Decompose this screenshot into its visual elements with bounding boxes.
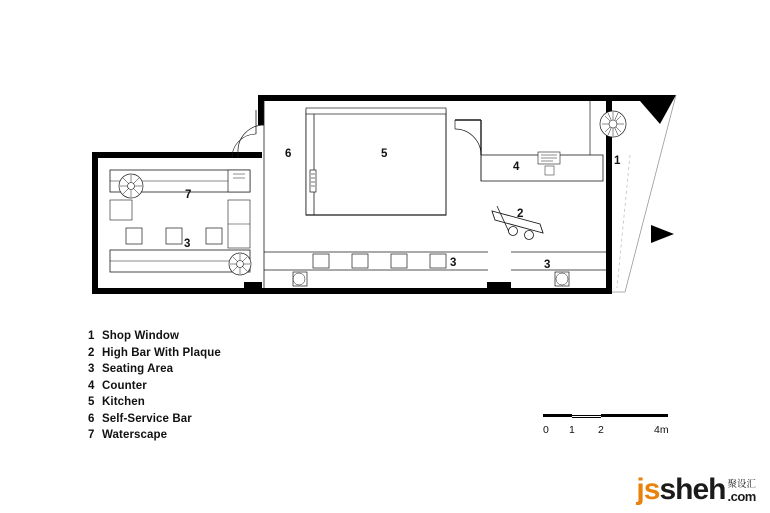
plan-number-7: 7 — [185, 189, 192, 201]
watermark-com: .com — [727, 489, 756, 504]
legend-number: 5 — [88, 396, 95, 408]
legend-number: 2 — [88, 346, 95, 359]
legend-number: 1 — [88, 330, 95, 342]
legend-number: 7 — [88, 429, 95, 441]
legend-label: High Bar With Plaque — [102, 346, 221, 359]
scale-segment-1-2 — [572, 415, 601, 418]
plan-number-3-right: 3 — [544, 259, 551, 271]
watermark-right — [727, 479, 756, 504]
legend-number: 6 — [88, 412, 95, 425]
legend-item-5 — [88, 394, 348, 411]
scale-label-2: 2 — [598, 424, 604, 436]
scale-label-4m: 4m — [654, 424, 669, 436]
direction-arrow — [651, 225, 674, 243]
scale-bar — [543, 412, 668, 438]
legend-number: 4 — [88, 379, 95, 392]
left-seating-area — [110, 200, 251, 275]
kitchen-counter — [306, 108, 446, 114]
watermark-js: js — [636, 473, 660, 506]
scale-label-1: 1 — [569, 424, 575, 436]
watermark-cn: 聚设汇 — [727, 479, 756, 490]
legend-item-2 — [88, 345, 348, 362]
waterscape-area — [110, 170, 250, 198]
legend-item-1 — [88, 328, 348, 345]
legend-label: Counter — [102, 379, 147, 392]
legend-label: Kitchen — [102, 396, 145, 408]
scale-labels — [543, 424, 668, 438]
plan-number-1: 1 — [614, 155, 621, 167]
scale-segment-2-4 — [601, 414, 668, 417]
legend-label: Waterscape — [102, 429, 168, 441]
counter-area — [455, 120, 603, 181]
legend-number: 3 — [88, 363, 95, 375]
legend-label: Seating Area — [102, 363, 174, 375]
boundary-dashed — [617, 155, 630, 288]
plan-number-4: 4 — [513, 161, 520, 173]
legend-label: Self-Service Bar — [102, 412, 192, 425]
legend — [88, 328, 348, 444]
scale-label-0: 0 — [543, 424, 549, 436]
scale-ticks — [543, 412, 668, 422]
legend-item-7 — [88, 427, 348, 444]
legend-label: Shop Window — [102, 330, 180, 342]
plan-number-3-left: 3 — [184, 238, 191, 250]
plan-number-5: 5 — [381, 148, 388, 160]
watermark-sheh: sheh — [659, 473, 726, 506]
scale-segment-0-1 — [543, 414, 572, 417]
plan-number-2: 2 — [517, 208, 524, 220]
watermark-logo — [636, 475, 756, 505]
legend-item-6 — [88, 411, 348, 428]
legend-item-4 — [88, 378, 348, 395]
plan-number-6: 6 — [285, 148, 292, 160]
bottom-seating-row — [264, 252, 606, 286]
legend-item-3 — [88, 361, 348, 378]
plan-number-3-center: 3 — [450, 257, 457, 269]
kitchen-room — [306, 110, 446, 215]
